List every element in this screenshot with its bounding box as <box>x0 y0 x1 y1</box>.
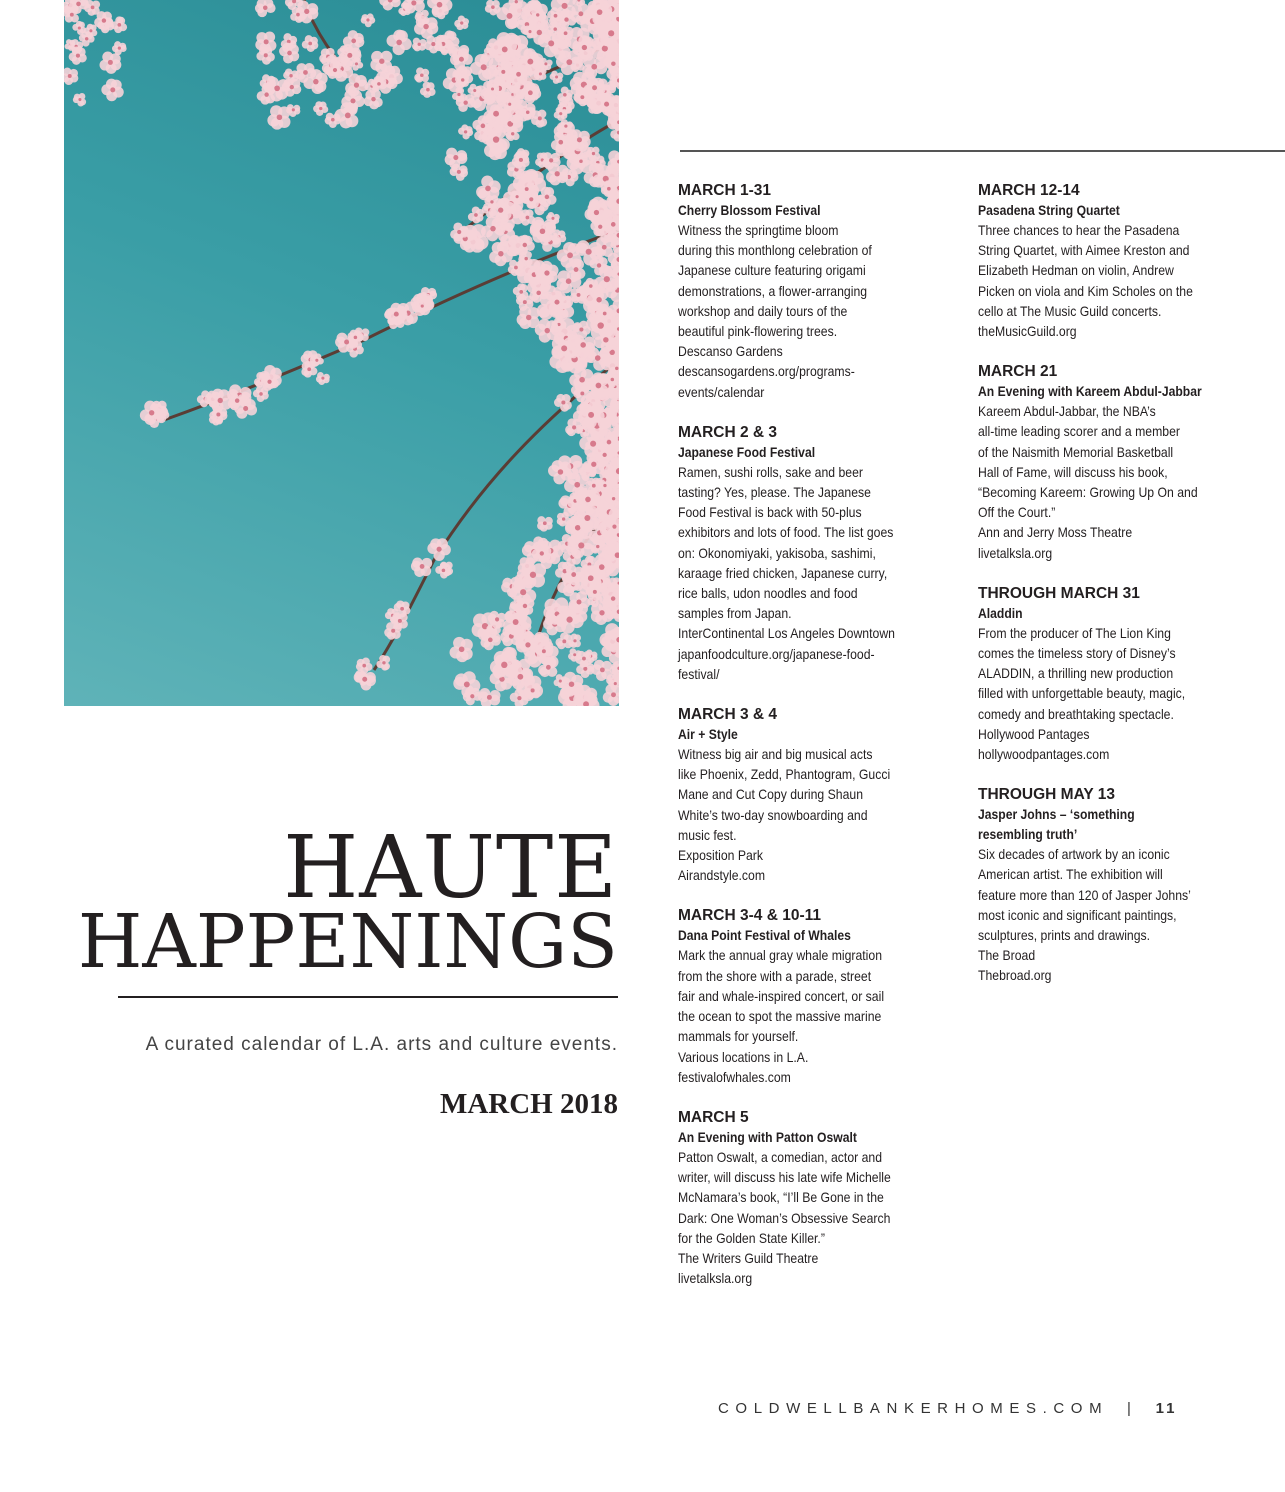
event-description-line: from the shore with a parade, street <box>678 968 872 984</box>
event-item <box>978 584 1233 765</box>
event-description-line: most iconic and significant paintings, <box>978 907 1177 923</box>
event-description-line: InterContinental Los Angeles Downtown <box>678 626 895 642</box>
event-description-line: Food Festival is back with 50-plus <box>678 505 862 521</box>
event-description-line: Thebroad.org <box>978 968 1052 984</box>
event-description-line: Exposition Park <box>678 848 764 864</box>
event-description-line: String Quartet, with Aimee Kreston and <box>978 243 1190 259</box>
event-date: MARCH 5 <box>678 1108 749 1126</box>
event-description <box>978 402 1232 564</box>
event-date: MARCH 3 & 4 <box>678 706 778 724</box>
event-description-line: comedy and breathtaking spectacle. <box>978 706 1174 722</box>
event-description-line: feature more than 120 of Jasper Johns’ <box>978 887 1191 903</box>
event-description-line: japanfoodculture.org/japanese-food- <box>678 646 875 662</box>
event-description-line: Mane and Cut Copy during Shaun <box>678 787 864 803</box>
event-description-line: Three chances to hear the Pasadena <box>978 223 1180 238</box>
page-footer <box>718 1400 1178 1417</box>
event-description-line: descansogardens.org/programs- <box>678 364 855 380</box>
event-description-line: samples from Japan. <box>678 606 792 622</box>
event-description-line: the ocean to spot the massive marine <box>678 1009 882 1025</box>
issue-date: MARCH 2018 <box>439 1088 618 1120</box>
event-description-line: Six decades of artwork by an iconic <box>978 847 1170 863</box>
event-description-line: demonstrations, a flower-arranging <box>678 283 868 299</box>
event-description-line: exhibitors and lots of food. The list goes <box>678 525 894 541</box>
event-description-line: livetalksla.org <box>978 545 1053 561</box>
event-description-line: Airandstyle.com <box>678 868 766 884</box>
event-description-line: “Becoming Kareem: Growing Up On and <box>978 485 1198 501</box>
event-description-line: Descanso Gardens <box>678 344 783 360</box>
event-description-line: Kareem Abdul-Jabbar, the NBA’s <box>978 404 1156 420</box>
event-description-line: during this monthlong celebration of <box>678 243 872 259</box>
event-description-line: Ramen, sushi rolls, sake and beer <box>678 464 863 480</box>
event-description-line: all-time leading scorer and a member <box>978 424 1180 440</box>
event-description-line: cello at The Music Guild concerts. <box>978 303 1162 319</box>
event-description <box>678 745 932 886</box>
event-item <box>678 906 928 1087</box>
event-description <box>678 463 932 685</box>
event-description-line: Hollywood Pantages <box>978 726 1090 742</box>
event-description-line: From the producer of The Lion King <box>978 625 1171 641</box>
page-title-line2: HAPPENINGS <box>77 899 618 985</box>
event-description-line: hollywoodpantages.com <box>978 747 1110 763</box>
event-date: MARCH 1-31 <box>678 182 772 199</box>
event-description-line: like Phoenix, Zedd, Phantogram, Gucci <box>678 767 891 783</box>
event-description-line: workshop and daily tours of the <box>678 303 848 319</box>
footer-separator: | <box>1126 1400 1131 1417</box>
event-description <box>678 221 932 403</box>
events-column-right <box>978 181 1233 1007</box>
event-item <box>678 705 928 886</box>
event-description <box>678 1148 932 1289</box>
event-item <box>978 181 1233 342</box>
event-item <box>678 423 928 685</box>
event-name: Cherry Blossom Festival <box>678 203 821 218</box>
event-description-line: Hall of Fame, will discuss his book, <box>978 464 1168 480</box>
event-description-line: White’s two-day snowboarding and <box>678 807 868 823</box>
event-description-line: events/calendar <box>678 384 765 400</box>
event-description-line: music fest. <box>678 827 737 843</box>
event-name: Japanese Food Festival <box>678 444 816 460</box>
cherry-blossom-photo <box>64 0 619 706</box>
event-name: An Evening with Patton Oswalt <box>678 1129 857 1145</box>
event-description-line: writer, will discuss his late wife Michelle <box>678 1170 891 1186</box>
event-description-line: of the Naismith Memorial Basketball <box>978 444 1174 460</box>
event-description-line: ALADDIN, a thrilling new production <box>978 666 1174 682</box>
event-description <box>978 624 1232 765</box>
page-number: 11 <box>1155 1400 1178 1417</box>
event-description-line: American artist. The exhibition will <box>978 867 1163 883</box>
event-description-line: Mark the annual gray whale migration <box>678 948 883 964</box>
event-name: Air + Style <box>678 727 738 743</box>
event-date: THROUGH MARCH 31 <box>978 584 1140 602</box>
event-description-line: on: Okonomiyaki, yakisoba, sashimi, <box>678 545 876 561</box>
event-date: MARCH 2 & 3 <box>678 423 778 441</box>
website-link[interactable]: COLDWELLBANKERHOMES.COM <box>718 1400 1109 1417</box>
events-column-left <box>678 181 928 1309</box>
event-description <box>978 221 1232 342</box>
event-description-line: Witness big air and big musical acts <box>678 747 873 763</box>
event-description-line: Picken on viola and Kim Scholes on the <box>978 283 1193 299</box>
page-title-line1: HAUTE <box>283 818 618 918</box>
event-date: MARCH 12-14 <box>978 182 1080 199</box>
event-date: MARCH 21 <box>978 363 1058 381</box>
event-name: Pasadena String Quartet <box>978 203 1120 218</box>
event-description-line: festivalofwhales.com <box>678 1069 791 1085</box>
event-description-line: The Writers Guild Theatre <box>678 1250 819 1266</box>
event-date: THROUGH MAY 13 <box>978 786 1115 804</box>
event-description <box>978 845 1232 986</box>
event-description-line: for the Golden State Killer.” <box>678 1230 825 1246</box>
event-name: Dana Point Festival of Whales <box>678 928 851 944</box>
event-item <box>978 785 1233 986</box>
event-description-line: The Broad <box>978 948 1036 964</box>
event-description-line: mammals for yourself. <box>678 1029 799 1045</box>
event-description-line: Dark: One Woman’s Obsessive Search <box>678 1210 891 1226</box>
event-description-line: karaage fried chicken, Japanese curry, <box>678 565 888 581</box>
event-name: Jasper Johns – ‘something resembling truth’ <box>978 807 1135 843</box>
event-description-line: Various locations in L.A. <box>678 1049 809 1065</box>
event-name: An Evening with Kareem Abdul-Jabbar <box>978 384 1202 400</box>
event-description-line: McNamara’s book, “I’ll Be Gone in the <box>678 1190 884 1206</box>
event-item <box>978 362 1233 564</box>
event-description-line: Off the Court.” <box>978 505 1056 521</box>
event-description-line: livetalksla.org <box>678 1271 753 1287</box>
event-description-line: Ann and Jerry Moss Theatre <box>978 525 1133 541</box>
event-description-line: sculptures, prints and drawings. <box>978 928 1151 944</box>
top-divider <box>680 150 1285 152</box>
event-description-line: Japanese culture featuring origami <box>678 263 866 279</box>
event-description-line: tasting? Yes, please. The Japanese <box>678 485 871 501</box>
event-description-line: festival/ <box>678 666 720 682</box>
event-item <box>678 181 928 403</box>
event-description-line: fair and whale-inspired concert, or sail <box>678 988 885 1004</box>
event-description-line: filled with unforgettable beauty, magic, <box>978 686 1186 702</box>
event-item <box>678 1108 928 1289</box>
event-description-line: rice balls, udon noodles and food <box>678 586 858 602</box>
event-description-line: beautiful pink-flowering trees. <box>678 324 838 340</box>
event-date: MARCH 3-4 & 10-11 <box>678 907 821 925</box>
event-description-line: Elizabeth Hedman on violin, Andrew <box>978 263 1174 279</box>
event-description-line: theMusicGuild.org <box>978 324 1077 340</box>
event-description-line: Witness the springtime bloom <box>678 223 839 238</box>
event-description-line: comes the timeless story of Disney’s <box>978 646 1176 662</box>
event-description-line: Patton Oswalt, a comedian, actor and <box>678 1149 883 1165</box>
event-description <box>678 946 932 1087</box>
page-subtitle: A curated calendar of L.A. arts and culture events. <box>145 1034 618 1055</box>
title-divider <box>118 996 618 998</box>
event-name: Aladdin <box>978 605 1023 621</box>
cherry-blossom-image <box>64 0 619 706</box>
